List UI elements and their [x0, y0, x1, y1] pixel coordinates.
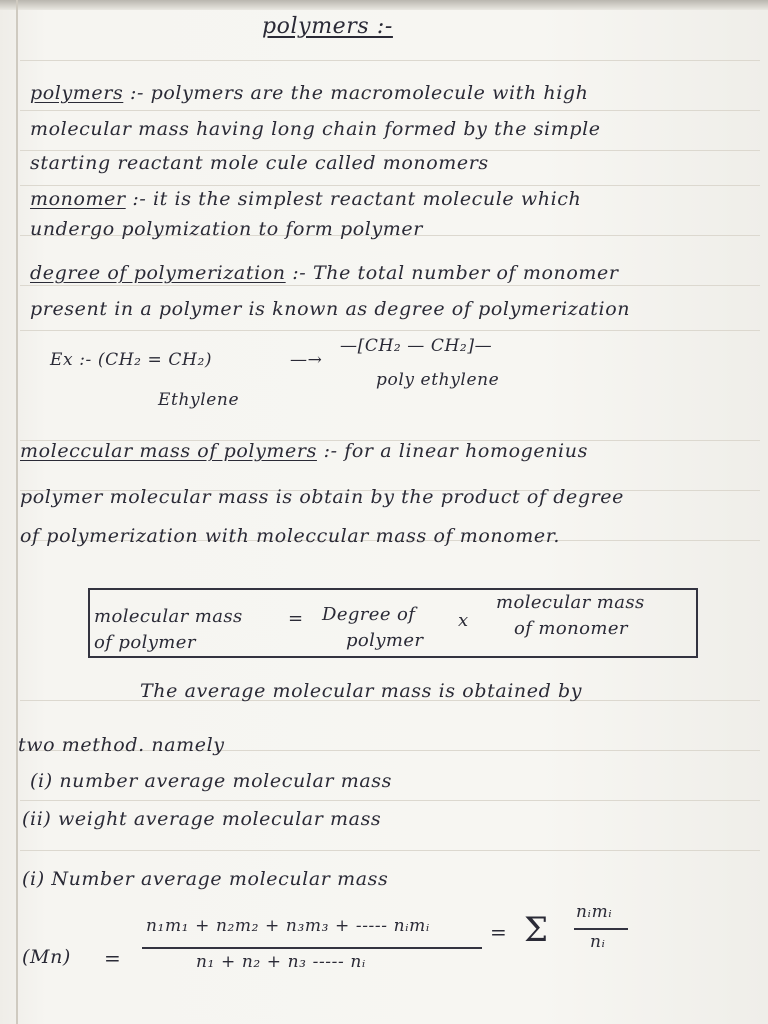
text-line: present in a polymer is known as degree of polymerization — [30, 298, 631, 320]
text-fragment: :- — [125, 188, 147, 210]
mn-label: (Mn) — [22, 946, 71, 968]
formula-times: x — [458, 610, 469, 631]
example-reactant-name: Ethylene — [158, 390, 240, 410]
text-fragment: :- polymers are the macromolecule with high — [123, 82, 589, 104]
formula-degree-line1: Degree of — [322, 604, 416, 625]
method-item-1: (i) number average molecular mass — [30, 770, 392, 792]
text-line: starting reactant mole cule called monomers — [30, 152, 489, 174]
sum-denominator: nᵢ — [590, 932, 606, 952]
text-fragment: :- The total number of monomer — [285, 262, 619, 284]
reaction-arrow: —→ — [290, 350, 323, 370]
term-degree-of-polymerization: degree of polymerization — [30, 262, 286, 284]
ruled-line — [20, 850, 760, 851]
margin-line — [16, 0, 18, 1024]
mn-numerator: n₁m₁ + n₂m₂ + n₃m₃ + ----- nᵢmᵢ — [146, 916, 430, 936]
sum-fraction-bar — [574, 928, 628, 930]
formula-lhs-line2: of polymer — [94, 632, 196, 653]
text-line: of polymerization with moleccular mass of monomer. — [20, 525, 561, 547]
ruled-line — [20, 185, 760, 186]
text-fragment: :- for a linear homogenius — [316, 440, 588, 462]
sigma-symbol: Σ — [524, 910, 549, 950]
ruled-line — [20, 285, 760, 286]
formula-monomer-line1: molecular mass — [496, 592, 645, 613]
formula-equals: = — [288, 608, 304, 629]
example-product-name: poly ethylene — [376, 370, 500, 390]
text-line: The average molecular mass is obtained by — [140, 680, 583, 702]
formula-degree-line2: polymer — [346, 630, 424, 651]
fraction-bar — [142, 947, 482, 949]
ruled-line — [20, 60, 760, 61]
text-line: undergo polymization to form polymer — [30, 218, 423, 240]
example-reactant: Ex :- (CH₂ = CH₂) — [50, 350, 213, 370]
mn-equals: = — [104, 946, 121, 970]
text-line: two method. namely — [18, 734, 225, 756]
page-top-edge — [0, 0, 768, 10]
text-line — [30, 82, 589, 104]
ruled-line — [20, 800, 760, 801]
text-line: polymer molecular mass is obtain by the product of degree — [20, 486, 624, 508]
term-monomer: monomer — [30, 188, 126, 210]
ruled-line — [20, 110, 760, 111]
method-item-2: (ii) weight average molecular mass — [22, 808, 382, 830]
sum-equals: = — [490, 920, 507, 944]
sum-numerator: nᵢmᵢ — [576, 902, 613, 922]
text-line — [30, 262, 619, 284]
text-line — [30, 188, 581, 210]
page-title: polymers :- — [262, 14, 393, 39]
example-product: —[CH₂ — CH₂]— — [340, 336, 493, 356]
term-polymers: polymers — [30, 82, 124, 104]
ruled-line — [20, 150, 760, 151]
text-line — [20, 440, 588, 462]
formula-lhs-line1: molecular mass — [94, 606, 243, 627]
mn-denominator: n₁ + n₂ + n₃ ----- nᵢ — [196, 952, 366, 972]
formula-monomer-line2: of monomer — [514, 618, 628, 639]
ruled-line — [20, 330, 760, 331]
text-line: molecular mass having long chain formed by the simple — [30, 118, 601, 140]
term-molecular-mass-of-polymers: moleccular mass of polymers — [20, 440, 317, 462]
section-heading-number-average: (i) Number average molecular mass — [22, 868, 389, 890]
text-fragment: it is the simplest reactant molecule which — [146, 188, 582, 210]
formula-box — [88, 588, 698, 658]
